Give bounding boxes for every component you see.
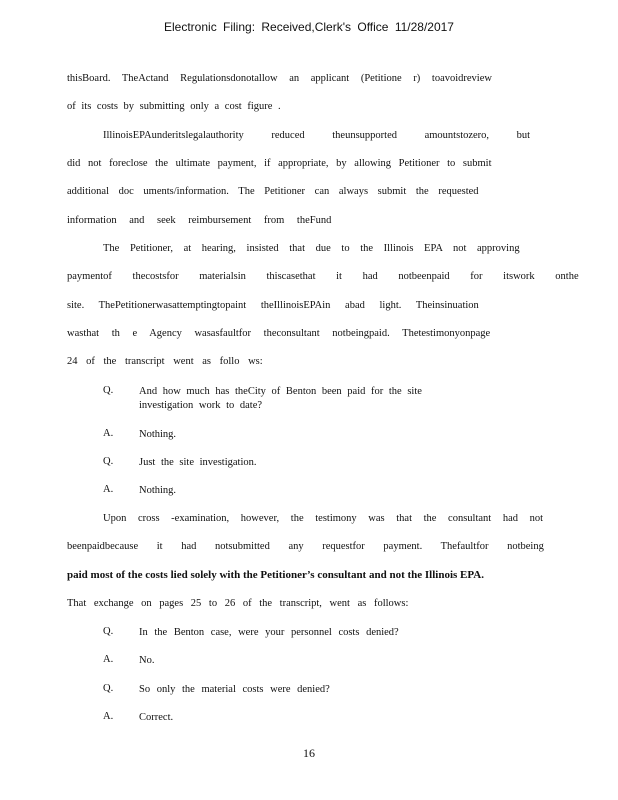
qa-text: Nothing. <box>139 429 177 440</box>
qa-label: Q. <box>103 456 114 467</box>
text-line: thisBoard. TheActand Regulationsdonotallow an applicant (Petitione r) toavoidreview <box>67 73 492 84</box>
text-line: paid most of the costs lied solely with the Petitioner’s consultant and not the Illinois EPA. <box>67 569 484 581</box>
text-line: Upon cross -examination, however, the testimony was that the consultant had not <box>103 513 544 524</box>
text-line: beenpaidbecause it had notsubmitted any requestfor payment. Thefaultfor notbeing <box>67 541 544 552</box>
text-line: IllinoisEPAunderitslegalauthority reduced theunsupported amountstozero, but <box>103 130 531 141</box>
text-line: The Petitioner, at hearing, insisted that due to the Illinois EPA not approving <box>103 243 520 254</box>
qa-label: Q. <box>103 626 114 637</box>
text-line: did not foreclose the ultimate payment, if appropriate, by allowing Petitioner to submit <box>67 158 492 169</box>
qa-text: So only the material costs were denied? <box>139 684 330 695</box>
qa-text: No. <box>139 655 155 666</box>
qa-label: Q. <box>103 385 114 396</box>
filing-header: Electronic Filing: Received,Clerk's Office 11/28/2017 <box>164 20 454 34</box>
text-line: information and seek reimbursement from theFund <box>67 215 332 226</box>
text-line: 24 of the transcript went as follo ws: <box>67 356 263 367</box>
qa-label: A. <box>103 484 114 495</box>
qa-text: And how much has theCity of Benton been paid for the site investigation work to date? <box>139 386 422 411</box>
qa-text: Just the site investigation. <box>139 457 257 468</box>
qa-text: Nothing. <box>139 485 177 496</box>
text-line: paymentof thecostsfor materialsin thiscasethat it had notbeenpaid for itswork onthe <box>67 271 579 282</box>
qa-label: A. <box>103 428 114 439</box>
text-line: That exchange on pages 25 to 26 of the transcript, went as follows: <box>67 598 409 609</box>
text-line: additional doc uments/information. The Petitioner can always submit the requested <box>67 186 479 197</box>
text-line: wasthat th e Agency wasasfaultfor theconsultant notbeingpaid. Thetestimonyonpage <box>67 328 491 339</box>
text-line: site. ThePetitionerwasattemptingtopaint theIllinoisEPAin abad light. Theinsinuation <box>67 300 479 311</box>
page-number: 16 <box>303 746 315 760</box>
qa-text: In the Benton case, were your personnel costs denied? <box>139 627 399 638</box>
qa-label: Q. <box>103 683 114 694</box>
qa-label: A. <box>103 711 114 722</box>
qa-text: Correct. <box>139 712 174 723</box>
qa-label: A. <box>103 654 114 665</box>
text-line: of its costs by submitting only a cost figure . <box>67 101 281 112</box>
